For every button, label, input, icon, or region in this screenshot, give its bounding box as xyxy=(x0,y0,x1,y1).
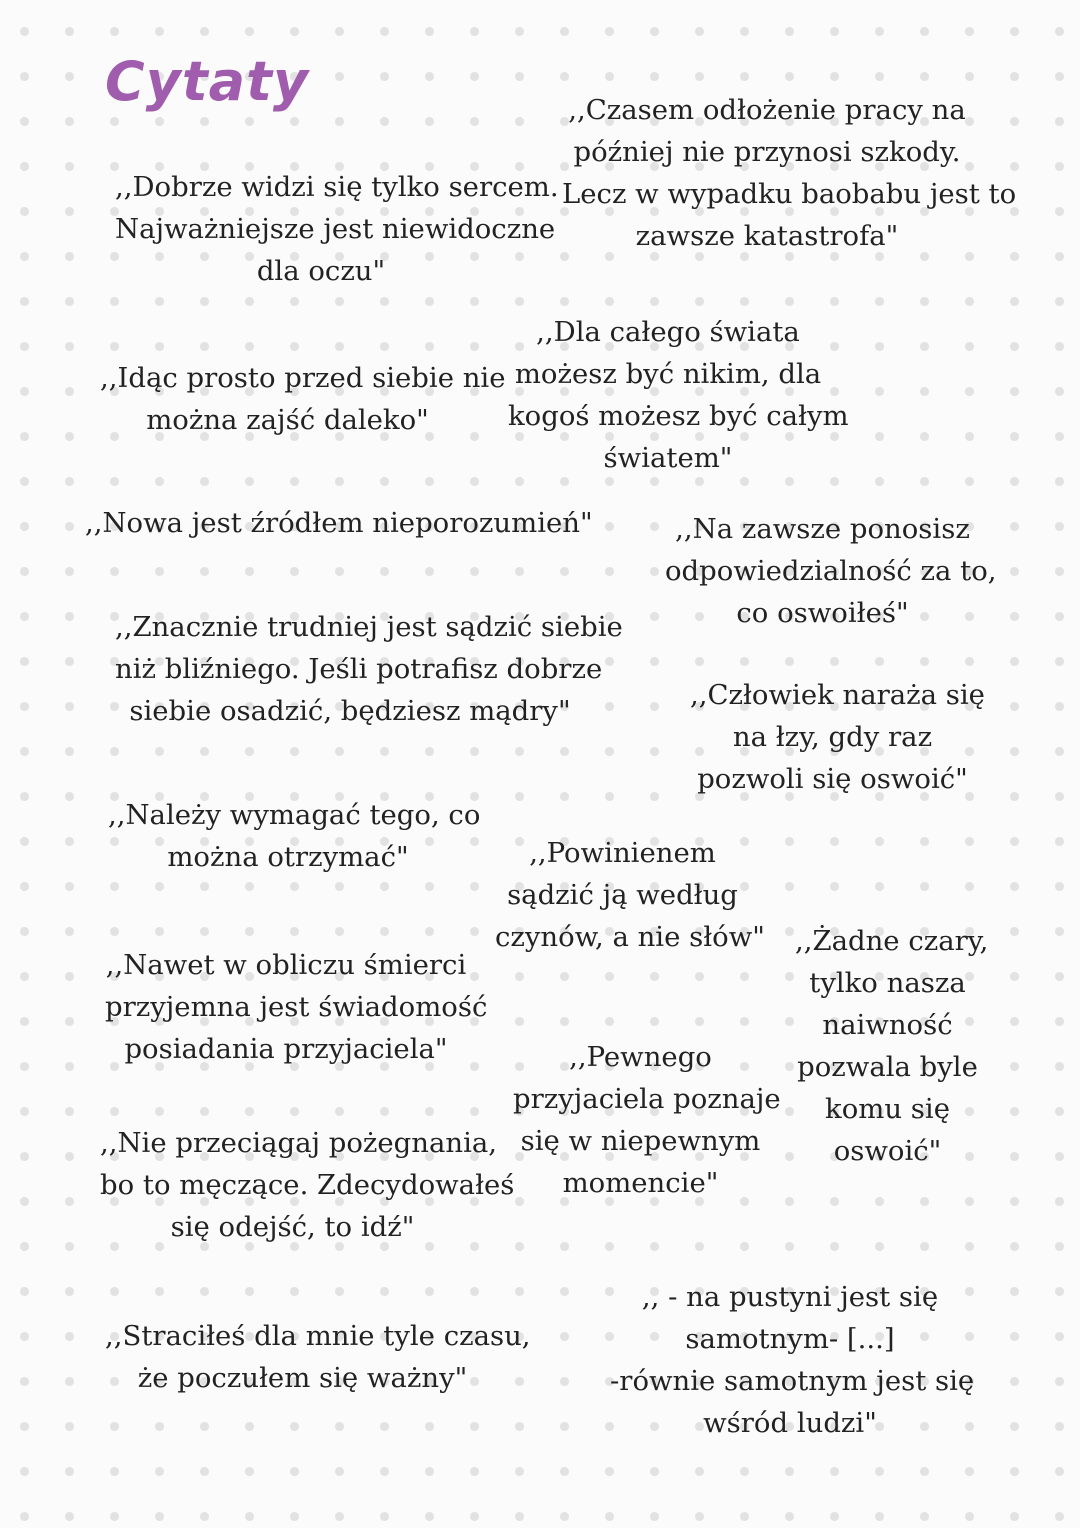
quote-baobab: ,,Czasem odłożenie pracy na później nie przynosi szkody. Lecz w wypadku baobabu jest to zawsze katastrofa" xyxy=(562,94,1017,252)
quote-no-magic: ,,Żadne czary, tylko nasza naiwność pozwala byle komu się oswoić" xyxy=(795,925,989,1167)
quote-whole-world: ,,Dla całego świata możesz być nikim, dla kogoś możesz być całym światem" xyxy=(508,316,849,474)
quote-farewell: ,,Nie przeciągaj pożegnania, bo to męczące. Zdecydowałeś się odejść, to idź" xyxy=(100,1127,515,1243)
quote-require: ,,Należy wymagać tego, co można otrzymać" xyxy=(108,799,481,873)
quote-sure-friend: ,,Pewnego przyjaciela poznaje się w niepewnym momencie" xyxy=(513,1041,781,1199)
quote-heart: ,,Dobrze widzi się tylko sercem. Najważniejsze jest niewidoczne dla oczu" xyxy=(115,171,559,287)
quote-deeds-not-words: ,,Powinienem sądzić ją według czynów, a nie słów" xyxy=(495,837,765,953)
quote-desert: ,, - na pustyni jest się samotnym- [...] -równie samotnym jest się wśród ludzi" xyxy=(610,1281,975,1439)
page-title: Cytaty xyxy=(105,50,310,113)
quote-responsibility: ,,Na zawsze ponosisz odpowiedzialność za to, co oswoiłeś" xyxy=(665,513,997,629)
quote-lost-time: ,,Straciłeś dla mnie tyle czasu, że poczułem się ważny" xyxy=(105,1320,531,1394)
quote-tears: ,,Człowiek naraża się na łzy, gdy raz pozwoli się oswoić" xyxy=(690,679,985,795)
quote-speech: ,,Nowa jest źródłem nieporozumień" xyxy=(85,507,593,539)
quote-straight-ahead: ,,Idąc prosto przed siebie nie można zajść daleko" xyxy=(100,362,506,436)
quote-judge-yourself: ,,Znacznie trudniej jest sądzić siebie niż bliźniego. Jeśli potrafisz dobrze siebie osadzić, będziesz mądry" xyxy=(115,611,623,727)
quote-friend-death: ,,Nawet w obliczu śmierci przyjemna jest świadomość posiadania przyjaciela" xyxy=(105,949,488,1065)
